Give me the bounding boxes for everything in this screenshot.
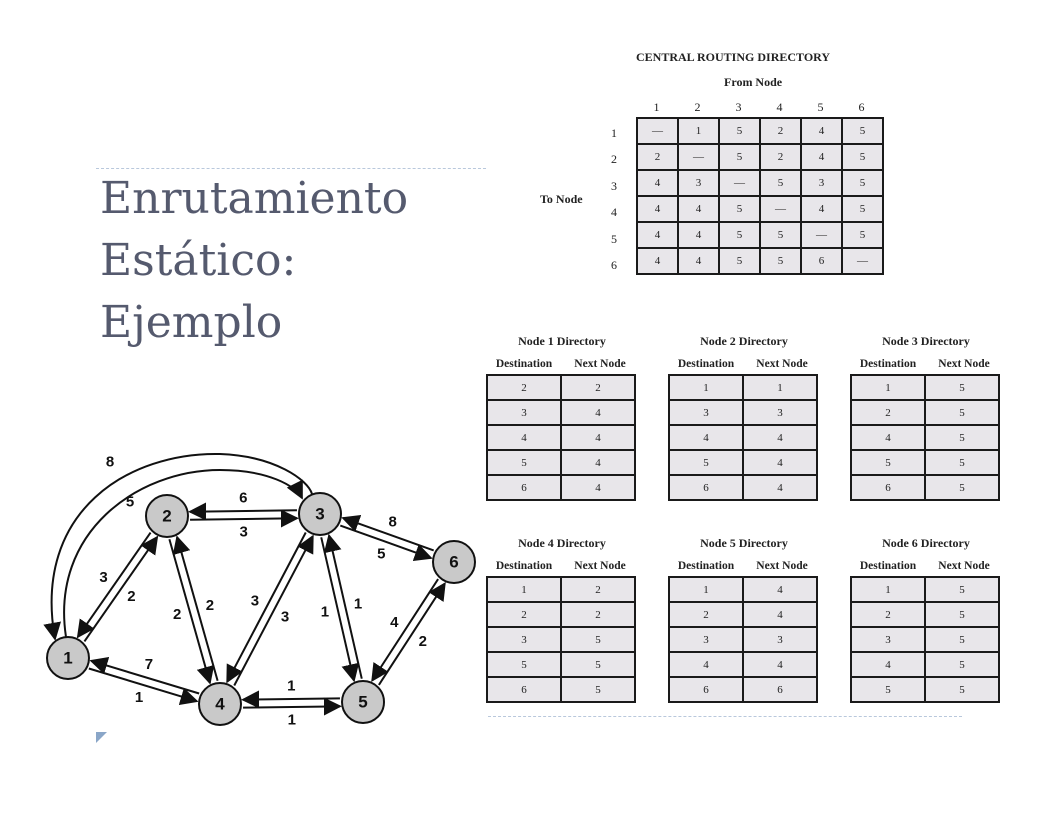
central-table-cell: 4 bbox=[637, 196, 678, 222]
directory-row bbox=[851, 652, 999, 677]
graph-node bbox=[146, 495, 188, 537]
destination-cell: 5 bbox=[487, 450, 561, 475]
directory-row bbox=[851, 577, 999, 602]
graph-edges bbox=[52, 454, 445, 708]
central-routing-table-body bbox=[637, 118, 883, 274]
next-node-cell: 4 bbox=[743, 652, 817, 677]
central-table-cell: 5 bbox=[760, 170, 801, 196]
next-node-cell: 3 bbox=[743, 627, 817, 652]
destination-header: Destination bbox=[859, 560, 917, 572]
central-table-cell: 2 bbox=[637, 144, 678, 170]
next-node-header: Next Node bbox=[756, 358, 808, 370]
graph-node-label: 5 bbox=[358, 692, 368, 712]
graph-edge-line bbox=[234, 536, 313, 685]
node-directory-title: Node 5 Directory bbox=[700, 536, 788, 550]
destination-cell: 3 bbox=[851, 627, 925, 652]
next-node-cell: 5 bbox=[925, 475, 999, 500]
central-table-cell: 4 bbox=[678, 222, 719, 248]
central-table-row bbox=[637, 222, 883, 248]
from-node-column-header: 3 bbox=[735, 100, 742, 114]
directory-row bbox=[851, 602, 999, 627]
graph-edge-line bbox=[340, 526, 431, 558]
edge-cost-label: 8 bbox=[388, 513, 397, 531]
directory-row bbox=[669, 425, 817, 450]
central-table-cell: 4 bbox=[637, 170, 678, 196]
directory-row bbox=[669, 627, 817, 652]
destination-header: Destination bbox=[677, 358, 735, 370]
edge-cost-label: 1 bbox=[134, 688, 144, 706]
from-node-column-header: 4 bbox=[776, 100, 783, 114]
destination-cell: 6 bbox=[669, 475, 743, 500]
central-directory-title: CENTRAL ROUTING DIRECTORY bbox=[636, 50, 831, 64]
central-table-cell: 1 bbox=[678, 118, 719, 144]
from-node-column-header: 5 bbox=[817, 100, 824, 114]
edge-cost-label: 5 bbox=[125, 493, 135, 511]
edge-cost-label: 3 bbox=[99, 568, 108, 586]
to-node-label: To Node bbox=[540, 192, 583, 206]
graph-edge-line bbox=[190, 518, 297, 519]
slide-title bbox=[100, 168, 480, 354]
next-node-cell: 5 bbox=[925, 375, 999, 400]
to-node-row-header: 4 bbox=[611, 205, 617, 219]
next-node-header: Next Node bbox=[938, 560, 990, 572]
from-node-label: From Node bbox=[724, 75, 783, 89]
destination-cell: 3 bbox=[487, 627, 561, 652]
central-table-cell: — bbox=[760, 196, 801, 222]
destination-header: Destination bbox=[495, 358, 553, 370]
destination-cell: 2 bbox=[669, 602, 743, 627]
destination-cell: 1 bbox=[669, 577, 743, 602]
directory-row bbox=[487, 425, 635, 450]
destination-cell: 4 bbox=[851, 652, 925, 677]
next-node-cell: 4 bbox=[743, 450, 817, 475]
graph-edge-arc bbox=[64, 470, 302, 637]
central-table-row bbox=[637, 248, 883, 274]
to-node-row-header: 2 bbox=[611, 152, 617, 166]
central-table-cell: 4 bbox=[801, 196, 842, 222]
central-table-cell: 4 bbox=[678, 248, 719, 274]
directory-row bbox=[669, 577, 817, 602]
central-table-cell: — bbox=[637, 118, 678, 144]
from-node-column-header: 2 bbox=[694, 100, 701, 114]
directory-row bbox=[487, 400, 635, 425]
to-node-row-header: 3 bbox=[611, 179, 617, 193]
graph-node-label: 1 bbox=[63, 648, 73, 668]
central-table-cell: 5 bbox=[760, 248, 801, 274]
directory-row bbox=[487, 602, 635, 627]
from-node-column-header: 6 bbox=[858, 100, 865, 114]
node-directory-table bbox=[850, 374, 1000, 501]
graph-edge-line bbox=[379, 583, 445, 684]
edge-cost-label: 2 bbox=[418, 632, 427, 650]
central-table-cell: — bbox=[719, 170, 760, 196]
directory-row bbox=[669, 375, 817, 400]
central-table-cell: 5 bbox=[760, 222, 801, 248]
edge-cost-label: 4 bbox=[390, 614, 399, 632]
destination-cell: 5 bbox=[487, 652, 561, 677]
next-node-cell: 5 bbox=[561, 652, 635, 677]
edge-cost-label: 2 bbox=[205, 596, 215, 614]
central-table-cell: 3 bbox=[801, 170, 842, 196]
edge-cost-label: 6 bbox=[239, 489, 248, 507]
next-node-cell: 4 bbox=[561, 475, 635, 500]
node-directory-table bbox=[668, 576, 818, 703]
node-directory-title: Node 2 Directory bbox=[700, 334, 788, 348]
next-node-cell: 5 bbox=[925, 577, 999, 602]
directory-row bbox=[487, 450, 635, 475]
directory-row bbox=[851, 375, 999, 400]
bottom-rule bbox=[488, 716, 962, 717]
graph-node bbox=[433, 541, 475, 583]
network-graph bbox=[40, 440, 480, 740]
central-table-cell: 2 bbox=[760, 144, 801, 170]
destination-header: Destination bbox=[495, 560, 553, 572]
next-node-header: Next Node bbox=[938, 358, 990, 370]
central-table-cell: 4 bbox=[678, 196, 719, 222]
destination-cell: 2 bbox=[487, 375, 561, 400]
central-table-cell: 3 bbox=[678, 170, 719, 196]
next-node-cell: 5 bbox=[925, 627, 999, 652]
next-node-cell: 5 bbox=[925, 450, 999, 475]
from-node-column-header: 1 bbox=[653, 100, 660, 114]
destination-cell: 5 bbox=[851, 677, 925, 702]
destination-cell: 1 bbox=[851, 577, 925, 602]
directory-row bbox=[851, 677, 999, 702]
central-table-cell: 4 bbox=[801, 118, 842, 144]
central-table-row bbox=[637, 144, 883, 170]
node-directory-table bbox=[668, 374, 818, 501]
destination-header: Destination bbox=[859, 358, 917, 370]
edge-cost-label: 2 bbox=[127, 588, 136, 606]
next-node-cell: 4 bbox=[743, 425, 817, 450]
destination-cell: 6 bbox=[487, 475, 561, 500]
destination-cell: 3 bbox=[487, 400, 561, 425]
edge-cost-label: 3 bbox=[280, 608, 290, 626]
graph-node bbox=[299, 493, 341, 535]
edge-cost-label: 2 bbox=[172, 606, 182, 624]
title-line: Estático: bbox=[100, 235, 297, 286]
next-node-cell: 2 bbox=[561, 577, 635, 602]
graph-edge-line bbox=[78, 533, 151, 637]
edge-cost-label: 8 bbox=[105, 453, 115, 471]
destination-header: Destination bbox=[677, 560, 735, 572]
graph-node-label: 3 bbox=[315, 504, 325, 524]
graph-edge-line bbox=[243, 698, 340, 699]
next-node-cell: 4 bbox=[561, 450, 635, 475]
central-table-cell: — bbox=[678, 144, 719, 170]
graph-node-label: 2 bbox=[162, 506, 172, 526]
node-directory-title: Node 4 Directory bbox=[518, 536, 606, 550]
directory-row bbox=[851, 475, 999, 500]
edge-cost-label: 3 bbox=[250, 592, 260, 610]
next-node-cell: 5 bbox=[925, 400, 999, 425]
destination-cell: 6 bbox=[669, 677, 743, 702]
node-directory-title: Node 3 Directory bbox=[882, 334, 970, 348]
next-node-cell: 4 bbox=[743, 602, 817, 627]
title-line: Enrutamiento bbox=[100, 173, 409, 224]
central-table-cell: 4 bbox=[637, 222, 678, 248]
central-table-row bbox=[637, 170, 883, 196]
edge-cost-label: 1 bbox=[320, 603, 330, 621]
central-table-cell: 5 bbox=[842, 170, 883, 196]
directory-row bbox=[487, 677, 635, 702]
central-table-cell: 2 bbox=[760, 118, 801, 144]
destination-cell: 6 bbox=[851, 475, 925, 500]
central-table-cell: 4 bbox=[801, 144, 842, 170]
next-node-header: Next Node bbox=[574, 358, 626, 370]
directory-row bbox=[851, 450, 999, 475]
node-directory-title: Node 6 Directory bbox=[882, 536, 970, 550]
directory-row bbox=[487, 577, 635, 602]
central-table-row bbox=[637, 196, 883, 222]
destination-cell: 2 bbox=[851, 400, 925, 425]
directory-row bbox=[487, 375, 635, 400]
central-routing-table bbox=[636, 117, 884, 275]
next-node-cell: 6 bbox=[743, 677, 817, 702]
next-node-cell: 4 bbox=[743, 577, 817, 602]
destination-cell: 4 bbox=[669, 425, 743, 450]
graph-node bbox=[342, 681, 384, 723]
central-table-row bbox=[637, 118, 883, 144]
next-node-cell: 5 bbox=[925, 602, 999, 627]
central-table-cell: 5 bbox=[842, 118, 883, 144]
graph-nodes bbox=[47, 493, 475, 725]
destination-cell: 1 bbox=[487, 577, 561, 602]
destination-cell: 2 bbox=[851, 602, 925, 627]
directory-row bbox=[669, 400, 817, 425]
central-table-cell: 5 bbox=[842, 222, 883, 248]
next-node-cell: 5 bbox=[561, 627, 635, 652]
central-table-cell: 5 bbox=[842, 196, 883, 222]
next-node-cell: 5 bbox=[561, 677, 635, 702]
next-node-cell: 5 bbox=[925, 677, 999, 702]
central-table-cell: 5 bbox=[719, 118, 760, 144]
central-table-cell: 4 bbox=[637, 248, 678, 274]
directory-row bbox=[851, 627, 999, 652]
destination-cell: 6 bbox=[487, 677, 561, 702]
to-node-row-header: 6 bbox=[611, 258, 617, 272]
directory-row bbox=[669, 450, 817, 475]
destination-cell: 3 bbox=[669, 627, 743, 652]
graph-edge-line bbox=[372, 579, 438, 680]
next-node-cell: 4 bbox=[561, 400, 635, 425]
edge-cost-label: 7 bbox=[144, 656, 154, 674]
to-node-row-header: 5 bbox=[611, 232, 617, 246]
directory-row bbox=[851, 400, 999, 425]
node-directory-table bbox=[850, 576, 1000, 703]
central-table-cell: 5 bbox=[719, 222, 760, 248]
destination-cell: 4 bbox=[669, 652, 743, 677]
graph-edge-line bbox=[84, 537, 157, 641]
edge-cost-label: 5 bbox=[377, 545, 386, 563]
central-table-cell: 5 bbox=[719, 248, 760, 274]
next-node-cell: 1 bbox=[743, 375, 817, 400]
directory-row bbox=[487, 652, 635, 677]
graph-edge-line bbox=[227, 532, 306, 681]
graph-node bbox=[47, 637, 89, 679]
next-node-cell: 4 bbox=[561, 425, 635, 450]
next-node-cell: 4 bbox=[743, 475, 817, 500]
next-node-header: Next Node bbox=[756, 560, 808, 572]
destination-cell: 4 bbox=[851, 425, 925, 450]
edge-cost-label: 1 bbox=[287, 677, 296, 695]
node-directory-title: Node 1 Directory bbox=[518, 334, 606, 348]
directory-row bbox=[487, 475, 635, 500]
graph-edge-line bbox=[243, 706, 340, 707]
destination-cell: 1 bbox=[851, 375, 925, 400]
directory-row bbox=[669, 602, 817, 627]
destination-cell: 5 bbox=[851, 450, 925, 475]
directory-row bbox=[669, 475, 817, 500]
next-node-cell: 5 bbox=[925, 652, 999, 677]
next-node-cell: 5 bbox=[925, 425, 999, 450]
next-node-header: Next Node bbox=[574, 560, 626, 572]
next-node-cell: 2 bbox=[561, 602, 635, 627]
directory-row bbox=[487, 627, 635, 652]
graph-node-label: 4 bbox=[215, 694, 225, 714]
destination-cell: 5 bbox=[669, 450, 743, 475]
graph-edge-line bbox=[190, 510, 297, 511]
destination-cell: 3 bbox=[669, 400, 743, 425]
central-table-cell: 5 bbox=[842, 144, 883, 170]
edge-cost-label: 1 bbox=[353, 595, 363, 613]
node-directory-table bbox=[486, 576, 636, 703]
next-node-cell: 3 bbox=[743, 400, 817, 425]
destination-cell: 1 bbox=[669, 375, 743, 400]
to-node-row-header: 1 bbox=[611, 126, 617, 140]
node-directory-table bbox=[486, 374, 636, 501]
destination-cell: 4 bbox=[487, 425, 561, 450]
central-table-cell: 5 bbox=[719, 196, 760, 222]
directory-row bbox=[851, 425, 999, 450]
next-node-cell: 2 bbox=[561, 375, 635, 400]
central-table-cell: — bbox=[801, 222, 842, 248]
edge-cost-label: 1 bbox=[287, 711, 296, 729]
directory-row bbox=[669, 677, 817, 702]
directory-row bbox=[669, 652, 817, 677]
destination-cell: 2 bbox=[487, 602, 561, 627]
title-line: Ejemplo bbox=[100, 297, 283, 348]
central-table-cell: 6 bbox=[801, 248, 842, 274]
central-table-cell: — bbox=[842, 248, 883, 274]
graph-node bbox=[199, 683, 241, 725]
graph-node-label: 6 bbox=[449, 552, 459, 572]
edge-cost-label: 3 bbox=[239, 523, 248, 541]
central-table-cell: 5 bbox=[719, 144, 760, 170]
